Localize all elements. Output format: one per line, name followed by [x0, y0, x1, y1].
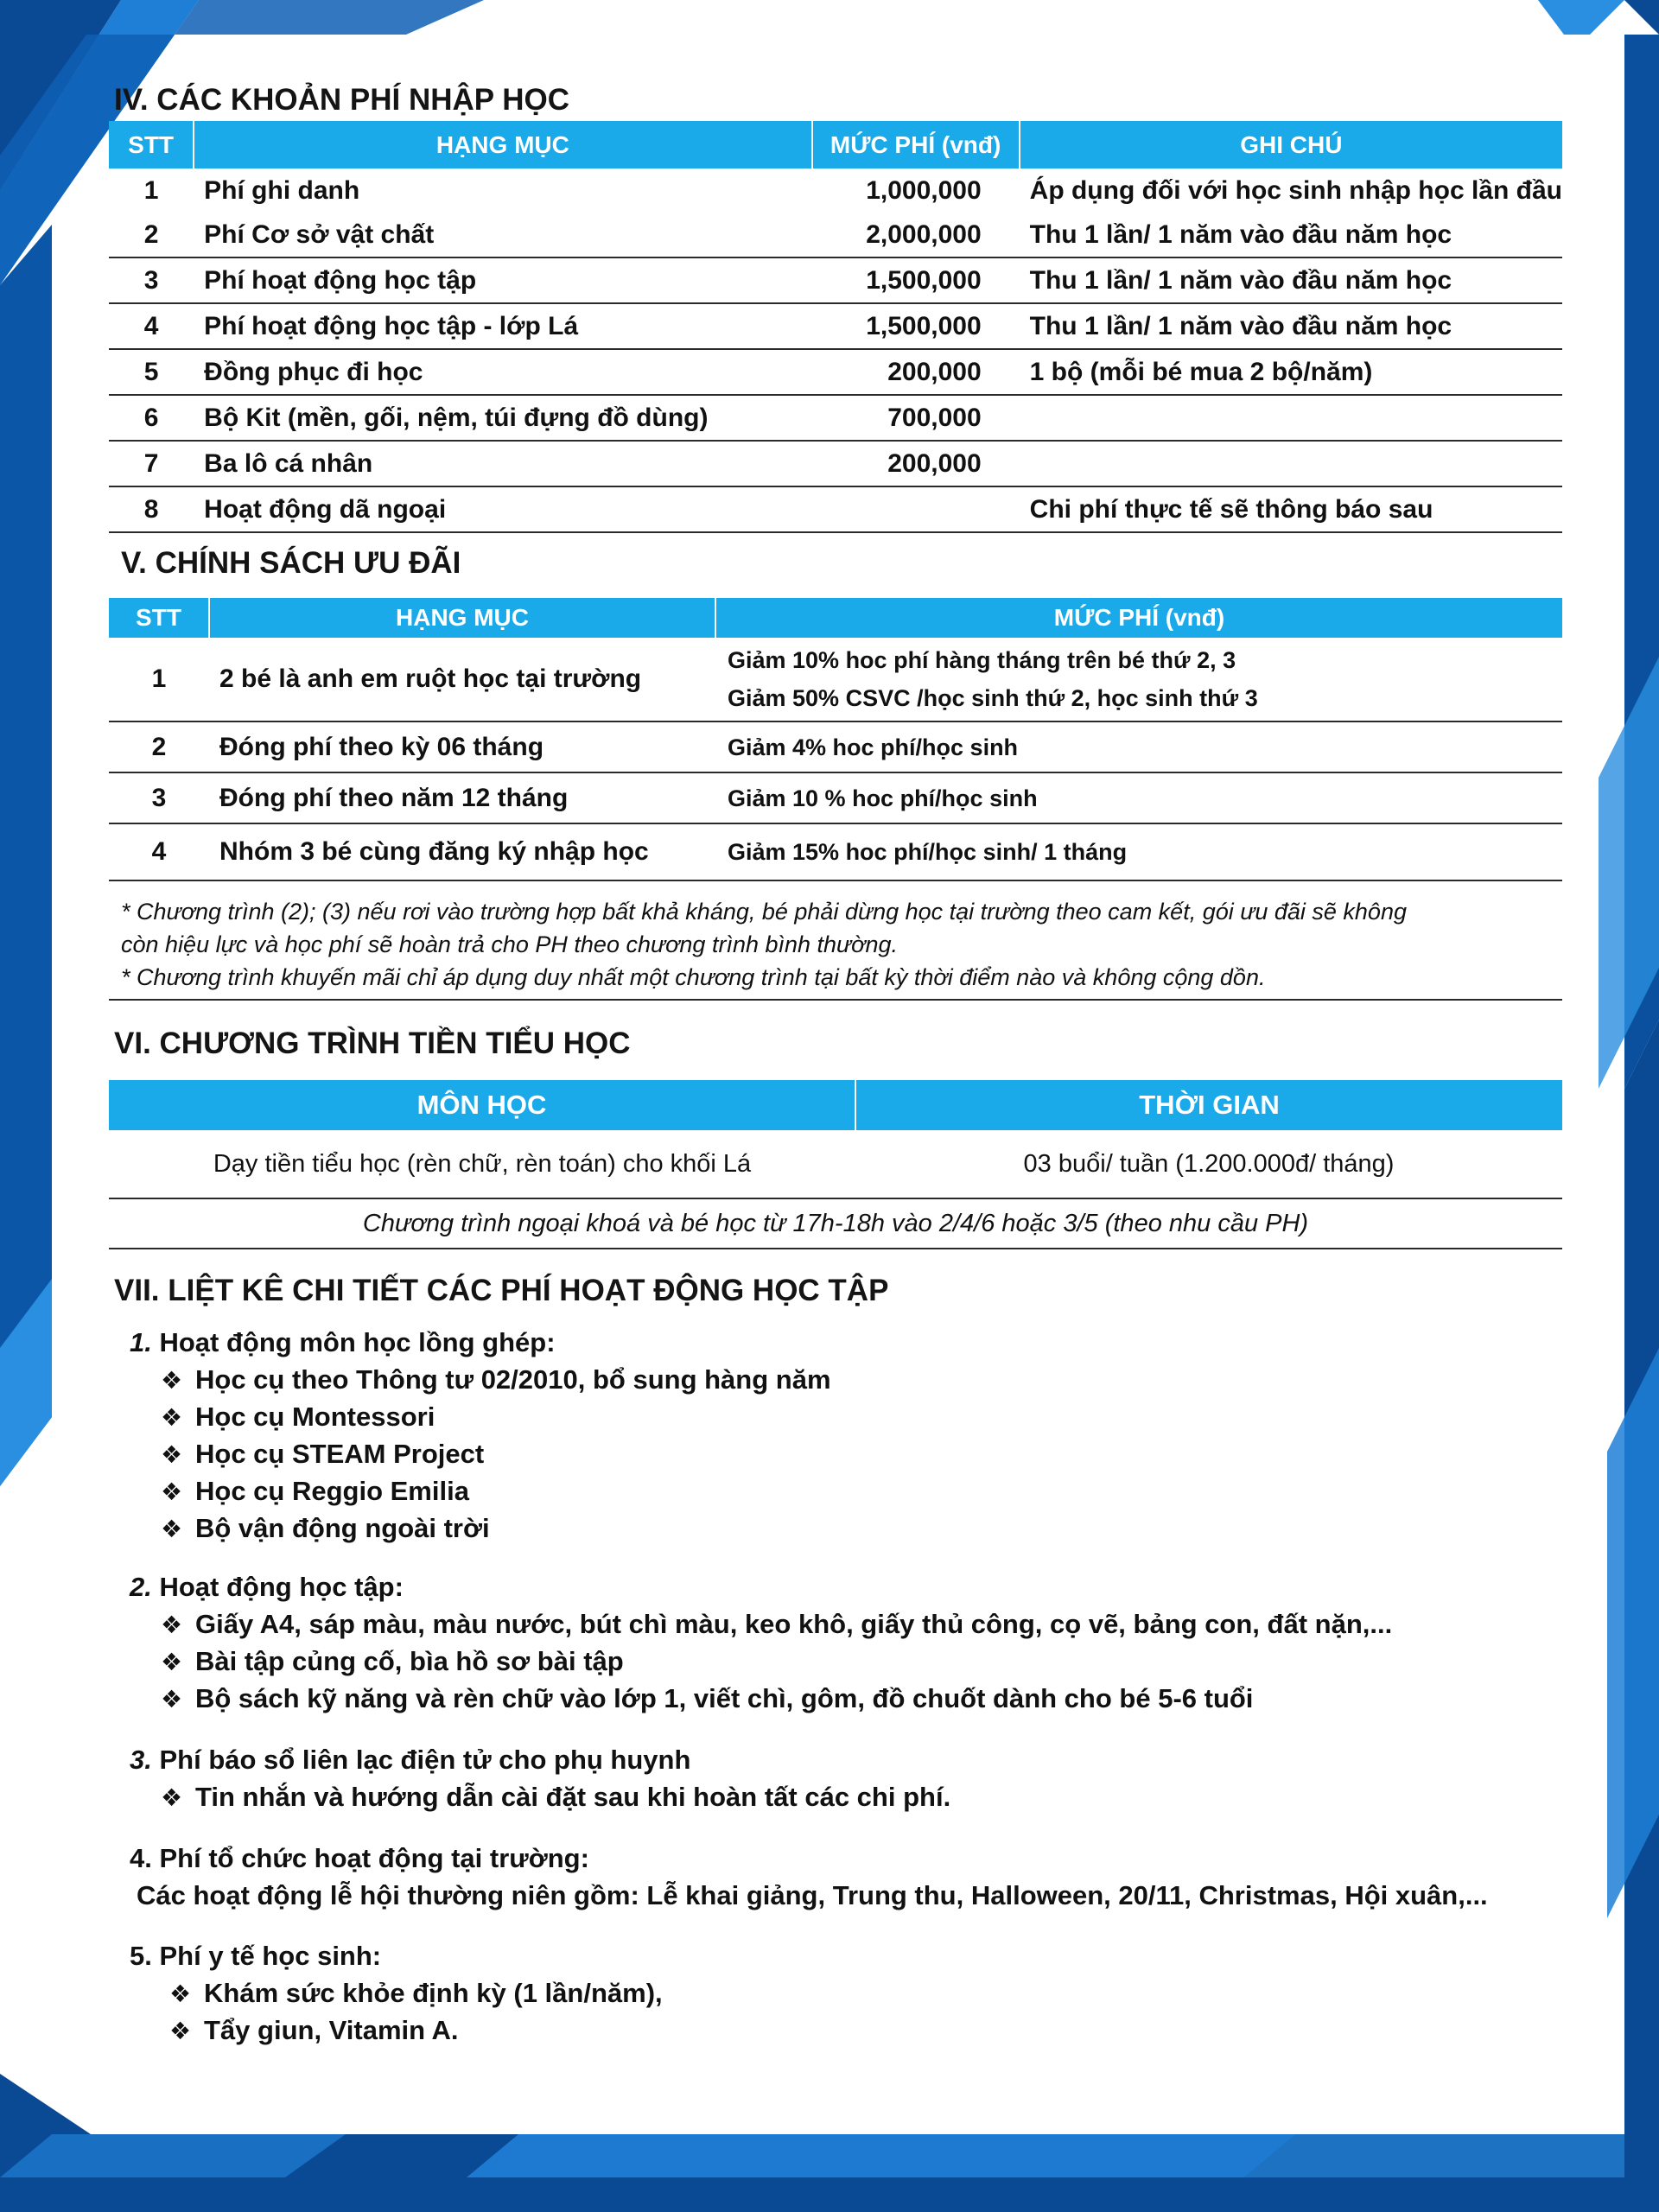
bullet-icon: ❖ [161, 1367, 183, 1394]
row-item: Bộ Kit (mền, gối, nệm, túi đựng đồ dùng) [194, 395, 811, 441]
table-row [109, 1130, 1562, 1198]
discount-table [109, 598, 1562, 881]
header-item: HẠNG MỤC [194, 121, 811, 168]
note-line: còn hiệu lực và học phí sẽ hoàn trả cho PH theo chương trình bình thường. [121, 931, 899, 957]
row-note [1020, 441, 1562, 486]
list-item-text: Học cụ Montessori [195, 1402, 435, 1432]
discount-notes [109, 892, 1562, 1001]
group-number: 5. [130, 1941, 152, 1971]
group-2-heading [130, 1572, 404, 1603]
fees-header-row [109, 121, 1562, 168]
section-vi-title: VI. CHƯƠNG TRÌNH TIỀN TIỂU HỌC [114, 1027, 631, 1060]
row-stt: 2 [109, 721, 209, 772]
section-vii-title: VII. LIỆT KÊ CHI TIẾT CÁC PHÍ HOẠT ĐỘNG HỌC TẬP [114, 1274, 889, 1307]
header-note: GHI CHÚ [1020, 121, 1562, 168]
header-item: HẠNG MỤC [209, 598, 715, 638]
list-item-text: Tẩy giun, Vitamin A. [204, 2015, 459, 2045]
group-1-heading [130, 1327, 556, 1358]
section-v-title: V. CHÍNH SÁCH ƯU ĐÃI [121, 546, 461, 580]
row-item: Ba lô cá nhân [194, 441, 811, 486]
program-header-row [109, 1080, 1562, 1130]
header-subject: MÔN HỌC [109, 1080, 855, 1130]
table-row [109, 395, 1562, 441]
row-stt: 2 [109, 213, 194, 257]
row-fee: 200,000 [812, 441, 1020, 486]
list-item [161, 1646, 624, 1677]
header-fee: MỨC PHÍ (vnđ) [812, 121, 1020, 168]
discount-header-row [109, 598, 1562, 638]
bullet-icon: ❖ [161, 1649, 183, 1675]
program-note: Chương trình ngoại khoá và bé học từ 17h-18h vào 2/4/6 hoặc 3/5 (theo nhu cầu PH) [109, 1198, 1562, 1249]
group-4-heading [130, 1843, 589, 1874]
group-number: 1. [130, 1327, 152, 1357]
table-row [109, 1198, 1562, 1249]
header-fee: MỨC PHÍ (vnđ) [715, 598, 1562, 638]
row-stt: 6 [109, 395, 194, 441]
row-note [1020, 395, 1562, 441]
row-stt: 4 [109, 303, 194, 349]
row-stt: 5 [109, 349, 194, 395]
table-row [109, 349, 1562, 395]
row-item: Đồng phục đi học [194, 349, 811, 395]
row-note: Thu 1 lần/ 1 năm vào đầu năm học [1020, 303, 1562, 349]
row-fee: 700,000 [812, 395, 1020, 441]
row-fee [812, 486, 1020, 532]
row-item: Phí ghi danh [204, 175, 360, 205]
table-row [109, 823, 1562, 880]
bullet-icon: ❖ [161, 1611, 183, 1638]
group-4-text: Các hoạt động lễ hội thường niên gồm: Lễ khai giảng, Trung thu, Halloween, 20/11, Christmas, Hội xuân,... [137, 1880, 1488, 1910]
table-row [109, 168, 1562, 213]
row-fee: 1,500,000 [812, 257, 1020, 303]
row-fee: 200,000 [812, 349, 1020, 395]
list-item-text: Học cụ STEAM Project [195, 1439, 485, 1469]
list-item-text: Khám sức khỏe định kỳ (1 lần/năm), [204, 1978, 663, 2008]
bullet-icon: ❖ [169, 2018, 192, 2044]
row-stt: 8 [109, 486, 194, 532]
row-fee: 2,000,000 [812, 213, 1020, 257]
row-fee: Giảm 10 % hoc phí/học sinh [715, 772, 1562, 823]
program-table [109, 1080, 1562, 1249]
row-fee-line2: Giảm 50% CSVC /học sinh thứ 2, học sinh thứ 3 [728, 685, 1258, 711]
row-fee: 1,000,000 [866, 175, 982, 205]
row-note: Thu 1 lần/ 1 năm vào đầu năm học [1020, 257, 1562, 303]
row-fee: Giảm 15% hoc phí/học sinh/ 1 tháng [715, 823, 1562, 880]
row-stt: 1 [109, 638, 209, 721]
table-row [109, 441, 1562, 486]
list-item [161, 1683, 1253, 1714]
row-item: Phí hoạt động học tập - lớp Lá [194, 303, 811, 349]
row-item: Phí Cơ sở vật chất [194, 213, 811, 257]
row-fee-line1: Giảm 10% hoc phí hàng tháng trên bé thứ 2, 3 [728, 647, 1236, 673]
list-item [161, 1513, 490, 1544]
row-stt: 1 [143, 175, 159, 205]
list-item-text: Tin nhắn và hướng dẫn cài đặt sau khi hoàn tất các chi phí. [195, 1782, 951, 1812]
row-fee: Giảm 4% hoc phí/học sinh [715, 721, 1562, 772]
program-time: 03 buổi/ tuần (1.200.000đ/ tháng) [855, 1130, 1562, 1198]
bullet-icon: ❖ [161, 1478, 183, 1505]
row-fee: 1,500,000 [812, 303, 1020, 349]
list-item [161, 1402, 435, 1433]
group-number: 2. [130, 1572, 152, 1602]
list-item [161, 1782, 950, 1813]
group-3-heading [130, 1745, 690, 1776]
list-item-text: Bộ sách kỹ năng và rèn chữ vào lớp 1, viết chì, gôm, đồ chuốt dành cho bé 5-6 tuổi [195, 1683, 1254, 1713]
group-number: 3. [130, 1745, 152, 1775]
header-stt: STT [109, 598, 209, 638]
group-label: Hoạt động môn học lồng ghép: [159, 1327, 556, 1357]
row-item: Đóng phí theo năm 12 tháng [209, 772, 715, 823]
table-row [109, 772, 1562, 823]
list-item [161, 1476, 469, 1507]
list-item-text: Bộ vận động ngoài trời [195, 1513, 490, 1543]
row-item: Hoạt động dã ngoại [194, 486, 811, 532]
bullet-icon: ❖ [161, 1516, 183, 1542]
row-stt: 4 [109, 823, 209, 880]
row-note: Áp dụng đối với học sinh nhập học lần đầu [1029, 175, 1562, 205]
list-item [161, 1364, 831, 1395]
list-item-text: Bài tập củng cố, bìa hồ sơ bài tập [195, 1646, 624, 1676]
bullet-icon: ❖ [161, 1784, 183, 1811]
row-note: Thu 1 lần/ 1 năm vào đầu năm học [1020, 213, 1562, 257]
group-label: Phí tổ chức hoạt động tại trường: [159, 1843, 589, 1873]
list-item [169, 2015, 459, 2046]
row-item: 2 bé là anh em ruột học tại trường [209, 638, 715, 721]
table-row [109, 638, 1562, 721]
list-item-text: Học cụ theo Thông tư 02/2010, bổ sung hàng năm [195, 1364, 831, 1395]
row-stt: 3 [109, 257, 194, 303]
list-item [169, 1978, 663, 2009]
table-row [109, 486, 1562, 532]
group-label: Phí y tế học sinh: [159, 1941, 382, 1971]
fees-table [109, 121, 1562, 533]
header-stt: STT [109, 121, 194, 168]
group-5-heading [130, 1941, 381, 1972]
bullet-icon: ❖ [161, 1404, 183, 1431]
bullet-icon: ❖ [161, 1441, 183, 1468]
list-item [161, 1439, 484, 1470]
group-label: Phí báo sổ liên lạc điện tử cho phụ huynh [159, 1745, 691, 1775]
row-stt: 7 [109, 441, 194, 486]
row-item: Đóng phí theo kỳ 06 tháng [209, 721, 715, 772]
table-row [109, 213, 1562, 257]
group-label: Hoạt động học tập: [159, 1572, 404, 1602]
list-item-text: Học cụ Reggio Emilia [195, 1476, 469, 1506]
row-stt: 3 [109, 772, 209, 823]
row-note: 1 bộ (mỗi bé mua 2 bộ/năm) [1020, 349, 1562, 395]
row-note: Chi phí thực tế sẽ thông báo sau [1020, 486, 1562, 532]
table-row [109, 303, 1562, 349]
program-subject: Dạy tiền tiểu học (rèn chữ, rèn toán) cho khối Lá [109, 1130, 855, 1198]
table-row [109, 257, 1562, 303]
note-line: * Chương trình (2); (3) nếu rơi vào trường hợp bất khả kháng, bé phải dừng học tại trường theo cam kết, gói ưu đãi sẽ không [121, 899, 1407, 925]
list-item [161, 1609, 1392, 1640]
list-item-text: Giấy A4, sáp màu, màu nước, bút chì màu, keo khô, giấy thủ công, cọ vẽ, bảng con, đất nặn,... [195, 1609, 1393, 1639]
note-line: * Chương trình khuyến mãi chỉ áp dụng duy nhất một chương trình tại bất kỳ thời điểm nào và không cộng dồn. [121, 964, 1266, 990]
group-number: 4. [130, 1843, 152, 1873]
bullet-icon: ❖ [161, 1686, 183, 1713]
row-item: Phí hoạt động học tập [194, 257, 811, 303]
row-item: Nhóm 3 bé cùng đăng ký nhập học [209, 823, 715, 880]
row-fee [715, 638, 1562, 721]
header-time: THỜI GIAN [855, 1080, 1562, 1130]
bullet-icon: ❖ [169, 1980, 192, 2007]
table-row [109, 721, 1562, 772]
section-iv-title: IV. CÁC KHOẢN PHÍ NHẬP HỌC [114, 83, 570, 117]
